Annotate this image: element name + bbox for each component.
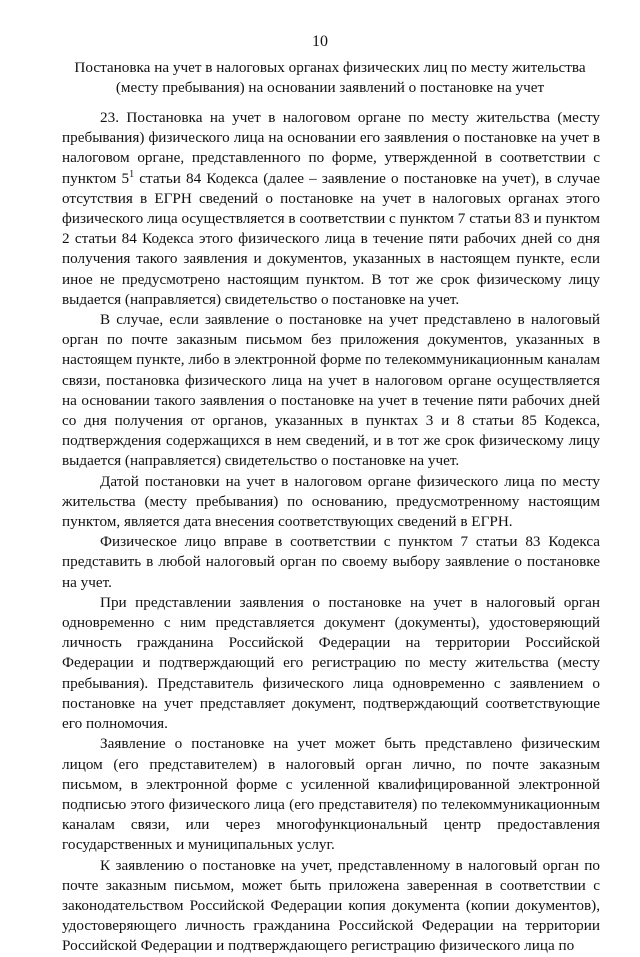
paragraph-documents-required: При представлении заявления о постановке на учет в налоговый орган одновременно с ним представляется документ (документы), удостоверяющий личность гражданина Российской Федерации на территории Российской Федерации и подтверждающий его регистрацию по месту жительства (месту пребывания). Представитель физического лица одновременно с заявлением о постановке на учет представляет документ, подтверждающий соответствующие его полномочия.: [62, 593, 600, 733]
paragraph-submission-methods: Заявление о постановке на учет может быть представлено физическим лицом (его представителем) в налоговый орган лично, по почте заказным письмом, в электронной форме с усиленной квалифицированной электронной подписью этого физического лица (его представителя) по телекоммуникационным каналам связи, или через многофункциональный центр предоставления государственных и муниципальных услуг.: [62, 735, 600, 854]
paragraph-any-tax-office: Физическое лицо вправе в соответствии с пунктом 7 статьи 83 Кодекса представить в любой налоговый орган по своему выбору заявление о постановке на учет.: [62, 533, 600, 591]
document-body: [62, 108, 600, 957]
page-number: 10: [312, 33, 328, 50]
paragraph-registration-date: Датой постановки на учет в налоговом органе физического лица по месту жительства (месту пребывания) по основанию, предусмотренному настоящим пунктом, является дата внесения соответствующих сведений в ЕГРН.: [62, 472, 600, 531]
section-heading: Постановка на учет в налоговых органах физических лиц по месту жительства (месту пребывания) на основании заявлений о постановке на учет: [74, 59, 586, 96]
paragraph-postal-copies: К заявлению о постановке на учет, представленному в налоговый орган по почте заказным письмом, может быть приложена заверенная в соответствии с законодательством Российской Федерации копия документа (копии документов), удостоверяющего личность гражданина Российской Федерации на территории Российской Федерации и подтверждающего регистрацию физического лица по: [62, 856, 600, 955]
paragraph-text: 23. Постановка на учет в налоговом органе по месту жительства (месту пребывания) физического лица на основании его заявления о постановке на учет в налоговом органе, представленного по форме, утвержденной в соответствии с пунктом 5: [62, 109, 600, 187]
paragraph-postal-submission: В случае, если заявление о постановке на учет представлено в налоговый орган по почте заказным письмом без приложения документов, указанных в настоящем пункте, либо в электронной форме по телекоммуникационным каналам связи, постановка физического лица на учет в налоговом органе осуществляется на основании такого заявления о постановке на учет в течение пяти рабочих дней со дня получения от органов, указанных в пунктах 3 и 8 статьи 85 Кодекса, подтверждения содержащихся в нем сведений, и в тот же срок физическому лицу выдается (направляется) свидетельство о постановке на учет.: [62, 311, 600, 470]
paragraph-23: [62, 108, 600, 310]
superscript-index: 1: [129, 168, 135, 180]
paragraph-text-continued: статьи 84 Кодекса (далее – заявление о постановке на учет), в случае отсутствия в ЕГРН сведений о постановке на учет в налоговых органах этого физического лица осуществляется в соответствии с пунктом 7 статьи 83 и пунктом 2 статьи 84 Кодекса этого физического лица в течение пяти рабочих дней со дня получения такого заявления и документов, указанных в настоящем пункте, если иное не предусмотрено настоящим пунктом. В тот же срок физическому лицу выдается (направляется) свидетельство о постановке на учет.: [62, 169, 600, 308]
